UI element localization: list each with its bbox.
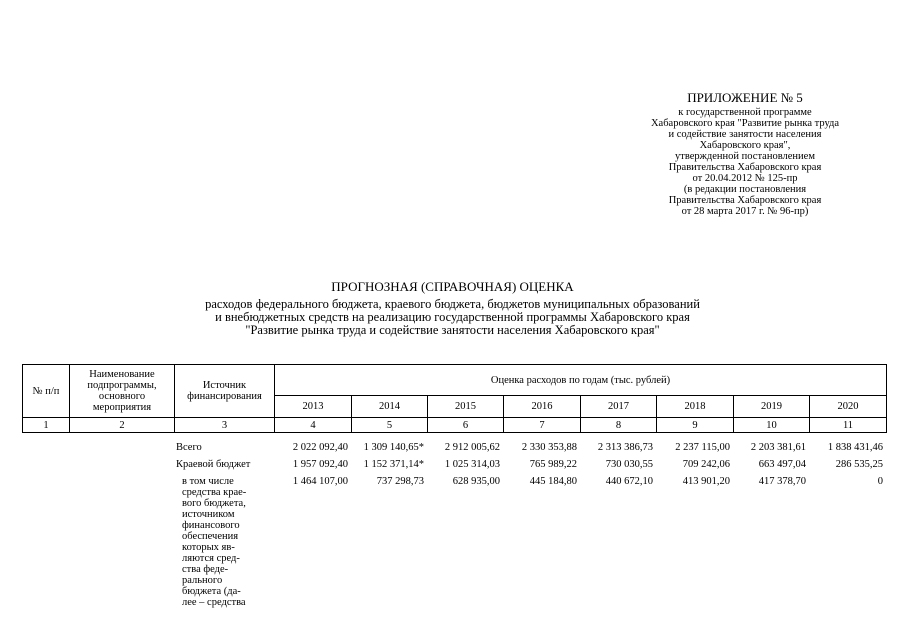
appendix-line: от 20.04.2012 № 125-пр	[692, 173, 798, 184]
source-line: ляются сред-	[182, 553, 240, 564]
subtitle-line: "Развитие рынка труда и содействие занятости населения Хабаровского края"	[245, 323, 660, 337]
document-heading	[0, 279, 905, 337]
column-number: 1	[23, 418, 70, 433]
year-header: 2019	[734, 396, 810, 418]
year-header: 2017	[581, 396, 657, 418]
year-header: 2018	[657, 396, 734, 418]
value-cell: 737 298,73	[376, 476, 424, 487]
document-subtitle	[0, 298, 905, 337]
value-cell: 1 957 092,40	[292, 459, 348, 470]
col-header-name: Наименование подпрограммы, основного мероприятия	[70, 365, 175, 418]
source-line: источником	[182, 509, 235, 520]
value-cell: 2 237 115,00	[675, 442, 730, 453]
col-header-number: № п/п	[23, 365, 70, 418]
value-cell: 413 901,20	[682, 476, 730, 487]
value-cell: 417 378,70	[758, 476, 806, 487]
source-cell	[174, 470, 274, 608]
value-cell: 663 497,04	[758, 459, 806, 470]
table-row	[22, 437, 886, 453]
value-cell: 445 184,80	[529, 476, 577, 487]
appendix-title: ПРИЛОЖЕНИЕ № 5	[687, 90, 803, 105]
appendix-line: и содействие занятости населения	[668, 129, 822, 140]
source-line: финансового	[182, 520, 240, 531]
column-number: 5	[352, 418, 428, 433]
value-cell: 0	[877, 476, 883, 487]
table-row	[22, 470, 886, 608]
appendix-block	[600, 90, 890, 217]
appendix-line: Правительства Хабаровского края	[668, 162, 822, 173]
value-cell: 1 025 314,03	[444, 459, 500, 470]
year-header: 2020	[810, 396, 887, 418]
source-line: рального	[182, 575, 223, 586]
source-cell: Краевой бюджет	[176, 459, 251, 470]
source-line: обеспечения	[182, 531, 239, 542]
column-number-row	[23, 418, 887, 433]
estimate-table-body	[22, 437, 886, 608]
year-header: 2013	[275, 396, 352, 418]
document-title: ПРОГНОЗНАЯ (СПРАВОЧНАЯ) ОЦЕНКА	[331, 279, 574, 294]
value-cell: 1 309 140,65*	[363, 442, 424, 453]
column-number: 9	[657, 418, 734, 433]
subtitle-line: расходов федерального бюджета, краевого бюджета, бюджетов муниципальных образований	[205, 297, 700, 311]
appendix-line: Хабаровского края "Развитие рынка труда	[650, 118, 840, 129]
column-number: 4	[275, 418, 352, 433]
column-number: 11	[810, 418, 887, 433]
value-cell: 2 313 386,73	[597, 442, 653, 453]
source-line: ства феде-	[182, 564, 229, 575]
source-line: которых яв-	[182, 542, 235, 553]
value-cell: 1 152 371,14*	[363, 459, 424, 470]
value-cell: 1 464 107,00	[292, 476, 348, 487]
source-line: бюджета (да-	[182, 586, 241, 597]
source-line: средства крае-	[182, 487, 247, 498]
value-cell: 440 672,10	[605, 476, 653, 487]
column-number: 7	[504, 418, 581, 433]
value-cell: 730 030,55	[605, 459, 653, 470]
appendix-line: от 28 марта 2017 г. № 96-пр)	[681, 206, 809, 217]
source-cell: Всего	[176, 442, 202, 453]
appendix-line: Правительства Хабаровского края	[668, 195, 822, 206]
column-number: 6	[428, 418, 504, 433]
value-cell: 2 022 092,40	[292, 442, 348, 453]
column-number: 10	[734, 418, 810, 433]
value-cell: 628 935,00	[452, 476, 500, 487]
subtitle-line: и внебюджетных средств на реализацию государственной программы Хабаровского края	[215, 310, 690, 324]
year-header: 2016	[504, 396, 581, 418]
source-line: в том числе	[182, 476, 234, 487]
value-cell: 709 242,06	[682, 459, 730, 470]
appendix-line: к государственной программе	[678, 107, 812, 118]
year-header: 2015	[428, 396, 504, 418]
column-number: 2	[70, 418, 175, 433]
column-number: 3	[175, 418, 275, 433]
value-cell: 2 203 381,61	[750, 442, 806, 453]
source-line: лее – средства	[182, 597, 246, 608]
source-text	[182, 476, 262, 608]
value-cell: 1 838 431,46	[827, 442, 883, 453]
appendix-line: утвержденной постановлением	[675, 151, 815, 162]
appendix-line: (в редакции постановления	[683, 184, 807, 195]
column-number: 8	[581, 418, 657, 433]
value-cell: 286 535,25	[835, 459, 883, 470]
estimate-table-header	[22, 364, 887, 433]
value-cell: 2 330 353,88	[521, 442, 577, 453]
source-line: вого бюджета,	[182, 498, 246, 509]
appendix-line: Хабаровского края",	[699, 140, 791, 151]
value-cell: 2 912 005,62	[444, 442, 500, 453]
year-header: 2014	[352, 396, 428, 418]
col-header-estimate: Оценка расходов по годам (тыс. рублей)	[275, 365, 887, 396]
table-row	[22, 453, 886, 470]
col-header-source: Источник финансирования	[175, 365, 275, 418]
value-cell: 765 989,22	[529, 459, 577, 470]
